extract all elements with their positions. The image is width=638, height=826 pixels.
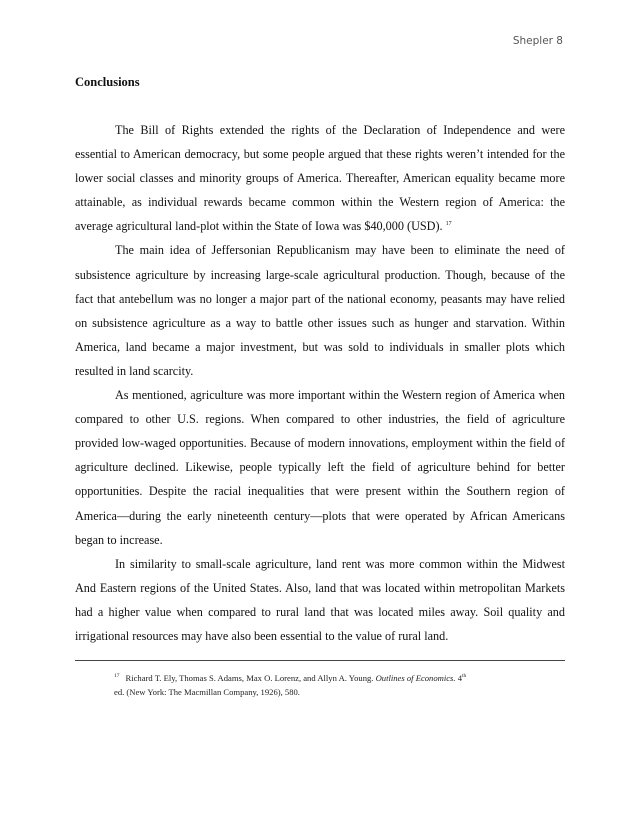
- paragraph-2: The main idea of Jeffersonian Republicanism may have been to eliminate the need of subsistence agriculture by increasing large-scale agricultural production. Though, because of the fact that antebellum was no longer a major part of the national economy, peasants may have relied on subsistence agriculture as a way to battle other issues such as hunger and starvation. Within America, land became a major investment, but was sold to individuals in smaller plots which resulted in land scarcity.: [75, 243, 565, 378]
- footnote-edition-suffix: th: [462, 673, 467, 680]
- paragraph-4: In similarity to small-scale agriculture, land rent was more common within the Midwest And Eastern regions of the United States. Also, land that was located within metropolitan Markets had a higher value when compared to rural land that was located miles away. Soil quality and irrigational resources may have also been essential to the value of rural land.: [75, 556, 565, 643]
- body-text: [75, 118, 565, 648]
- footnote-publication: ed. (New York: The Macmillan Company, 1926), 580.: [114, 687, 300, 697]
- footnote-number: 17: [114, 673, 120, 680]
- section-title: Conclusions: [75, 75, 140, 89]
- paragraph-1-text: The Bill of Rights extended the rights of the Declaration of Independence and were essential to American democracy, but some people argued that these rights weren’t intended for the lower social classes and minority groups of America. Thereafter, American equality became more attainable, as individual rewards became common within the Western region of America: the average agricultural land-plot within the State of Iowa was $40,000 (USD).: [75, 123, 565, 234]
- footnote-edition-number: 4: [457, 673, 463, 683]
- footnote: [114, 671, 554, 699]
- footnote-book-title: Outlines of Economics.: [375, 673, 456, 683]
- paragraph-1: [75, 118, 565, 238]
- footnote-authors: Richard T. Ely, Thomas S. Adams, Max O. Lorenz, and Allyn A. Young.: [125, 673, 374, 683]
- footnote-reference[interactable]: 17: [445, 221, 452, 228]
- paragraph-3: As mentioned, agriculture was more important within the Western region of America when compared to other U.S. regions. When compared to other industries, the field of agriculture provided low-waged opportunities. Because of modern innovations, employment within the field of agriculture declined. Likewise, people typically left the field of agriculture behind for better opportunities. Despite the racial inequalities that were present within the Southern region of America—during the early nineteenth century—plots that were operated by African Americans began to increase.: [75, 388, 565, 547]
- footnote-separator: [75, 660, 565, 661]
- running-head: Shepler 8: [512, 35, 563, 47]
